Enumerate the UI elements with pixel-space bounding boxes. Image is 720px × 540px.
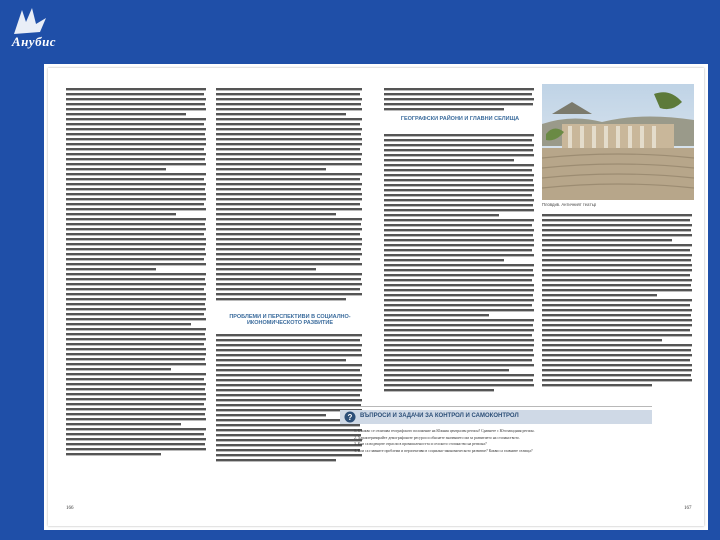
book-spread xyxy=(48,68,704,526)
right-page-text-col-1 xyxy=(384,88,536,128)
brand-logo-text: Анубис xyxy=(11,34,57,49)
questions-title: ВЪПРОСИ И ЗАДАЧИ ЗА КОНТРОЛ И САМОКОНТРОЛ xyxy=(360,413,519,419)
left-page-section-heading: ПРОБЛЕМИ И ПЕРСПЕКТИВИ В СОЦИАЛНО-ИКОНОМИЧЕСКОТО РАЗВИТИЕ xyxy=(229,314,351,326)
right-page-text-col-2 xyxy=(542,214,694,400)
questions-list xyxy=(354,428,700,498)
left-page-text-col-1 xyxy=(66,88,208,466)
question-item: 3. Кои са водещите отрасли в промишлеността и селското стопанство на региона? xyxy=(354,442,487,446)
question-mark-icon xyxy=(344,411,356,423)
right-page-text-col-1-body xyxy=(384,134,536,404)
plovdiv-theatre-photo xyxy=(542,84,694,200)
left-page-number: 166 xyxy=(66,506,74,511)
left-page-text-col-2 xyxy=(216,88,364,310)
questions-divider xyxy=(340,406,652,407)
right-page-section-heading: ГЕОГРАФСКИ РАЙОНИ И ГЛАВНИ СЕЛИЩА xyxy=(400,116,520,122)
question-item: 2. Характеризирайте демографските ресурси и обяснете значението им за развитието на стопанството. xyxy=(354,435,520,440)
svg-text:?: ? xyxy=(347,413,353,422)
question-item: 4. Кои са главните проблеми и перспективи в социално-икономическото развитие? Какви са главните селища? xyxy=(354,448,533,453)
question-item: 1. С какво се отличава географското положение на Южния централен регион? Сравнете с Югозападния регион. xyxy=(354,429,535,433)
photo-caption: Пловдив. Античният театър xyxy=(542,202,597,207)
right-page-number: 167 xyxy=(684,506,692,511)
left-page-text-col-2-lower xyxy=(216,334,364,514)
